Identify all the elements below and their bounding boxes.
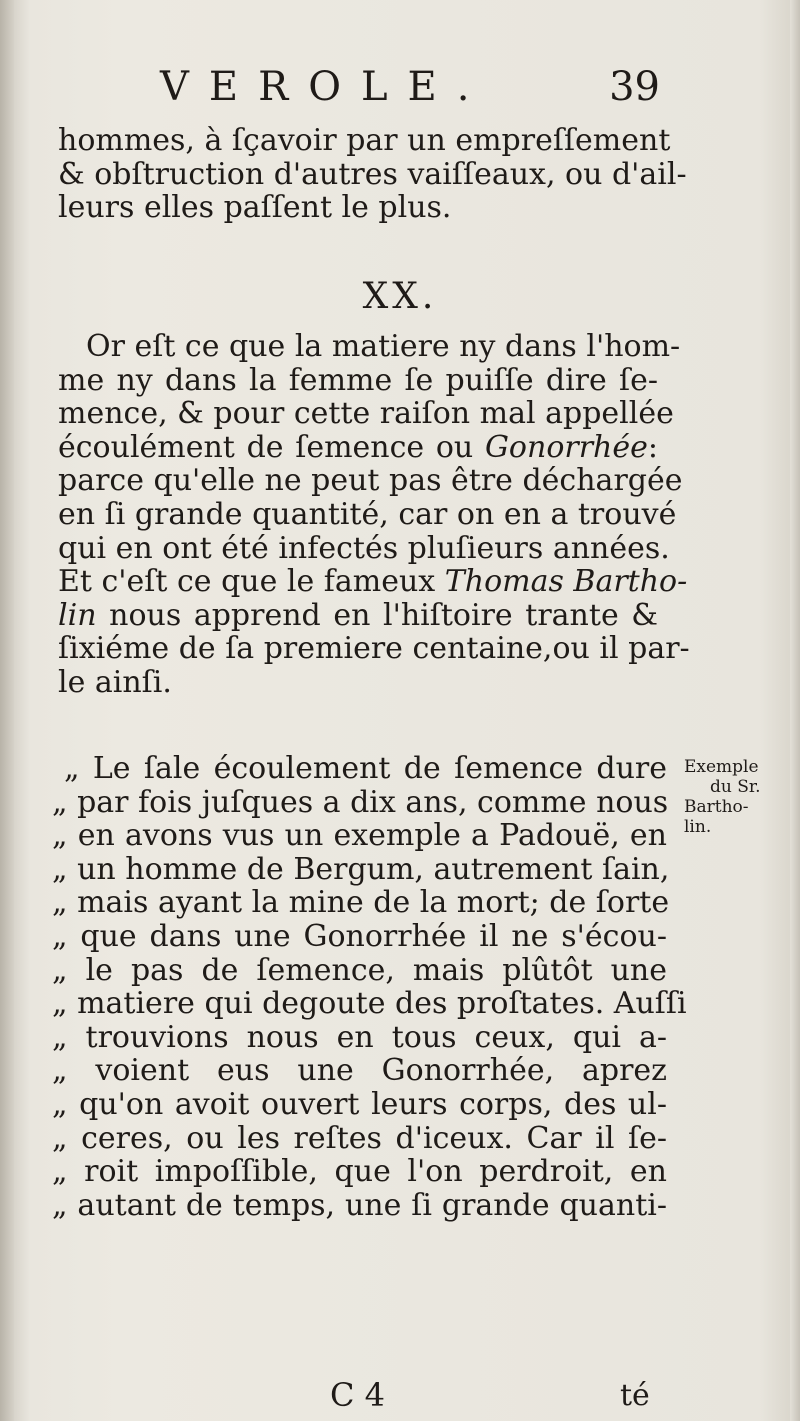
quote-line: „ Le ſale écoulement de ſemence dure <box>64 751 667 786</box>
note-line: du Sr. <box>710 777 761 797</box>
quote-line: „ voient eus une Gonorrhée, aprez <box>52 1053 667 1089</box>
text-line: hommes, à ſçavoir par un empreſſement <box>58 123 671 158</box>
quotation <box>52 751 687 1223</box>
quote-line: „ qu'on avoit ouvert leurs corps, des ul- <box>52 1086 667 1122</box>
text-segment: Et c'eſt ce que le fameux <box>58 564 445 600</box>
quote-line: „ autant de temps, une ſi grande quanti- <box>52 1187 667 1223</box>
text-line: Or eſt ce que la matiere ny dans l'hom- <box>86 329 681 364</box>
note-line: Exemple <box>684 757 759 777</box>
text-line: parce qu'elle ne peut pas être déchargée <box>58 463 683 499</box>
text-line: qui en ont été infectés pluſieurs années. <box>58 530 670 566</box>
quote-line: „ que dans une Gonorrhée il ne s'écou- <box>52 918 667 954</box>
quote-line: „ le pas de ſemence, mais plûtôt une <box>52 952 667 988</box>
text-line <box>58 599 658 633</box>
text-line: me ny dans la femme ſe puiſſe dire ſe- <box>58 362 658 398</box>
italic-term: Gonorrhée <box>484 429 648 465</box>
catchword: té <box>620 1378 650 1413</box>
quote-line: „ par fois juſques a dix ans, comme nous <box>52 784 669 820</box>
quote-line: „ ceres, ou les reſtes d'iceux. Car il ſe- <box>52 1120 667 1156</box>
text-line: leurs elles paſſent le plus. <box>58 190 452 226</box>
text-segment: nous apprend en l'hiſtoire trante & <box>96 597 658 633</box>
note-line: lin. <box>684 817 712 837</box>
text-line: & obſtruction d'autres vaiſſeaux, ou d'ail- <box>58 156 687 192</box>
text-line <box>58 564 688 600</box>
text-line: le ainſi. <box>58 664 172 700</box>
text-segment: : <box>647 429 658 465</box>
book-spine <box>0 0 14 1421</box>
text-line: mence, & pour cette raiſon mal appellée <box>58 396 674 432</box>
quote-line: „ roit impoſſible, que l'on perdroit, en <box>52 1154 667 1190</box>
text-line <box>58 431 658 465</box>
section-number: XX. <box>362 276 438 317</box>
italic-name: Thomas Bartho- <box>444 564 688 600</box>
page-edge <box>790 0 800 1421</box>
italic-name: lin <box>58 597 97 633</box>
text-segment: écoulément de ſemence ou <box>58 429 485 465</box>
section-paragraph <box>58 329 690 700</box>
signature-mark: C 4 <box>330 1376 386 1414</box>
quote-line: „ matiere qui degoute des proſtates. Auſſi <box>52 986 687 1022</box>
quote-line: „ en avons vus un exemple a Padouë, en <box>52 818 667 854</box>
quote-line: „ mais ayant la mine de la mort; de ſorte <box>52 885 670 921</box>
note-line: Bartho- <box>684 797 749 817</box>
running-title: VEROLE. <box>160 64 490 110</box>
top-paragraph <box>58 123 687 226</box>
quote-line: „ trouvions nous en tous ceux, qui a- <box>52 1019 667 1055</box>
text-line: en ſi grande quantité, car on en a trouvé <box>58 496 677 532</box>
text-line: ſixiéme de ſa premiere centaine,ou il par- <box>58 631 690 667</box>
page-header <box>160 64 660 110</box>
quote-line: „ un homme de Bergum, autrement ſain, <box>52 851 670 887</box>
marginal-note <box>684 757 794 837</box>
page-number: 39 <box>609 64 660 110</box>
